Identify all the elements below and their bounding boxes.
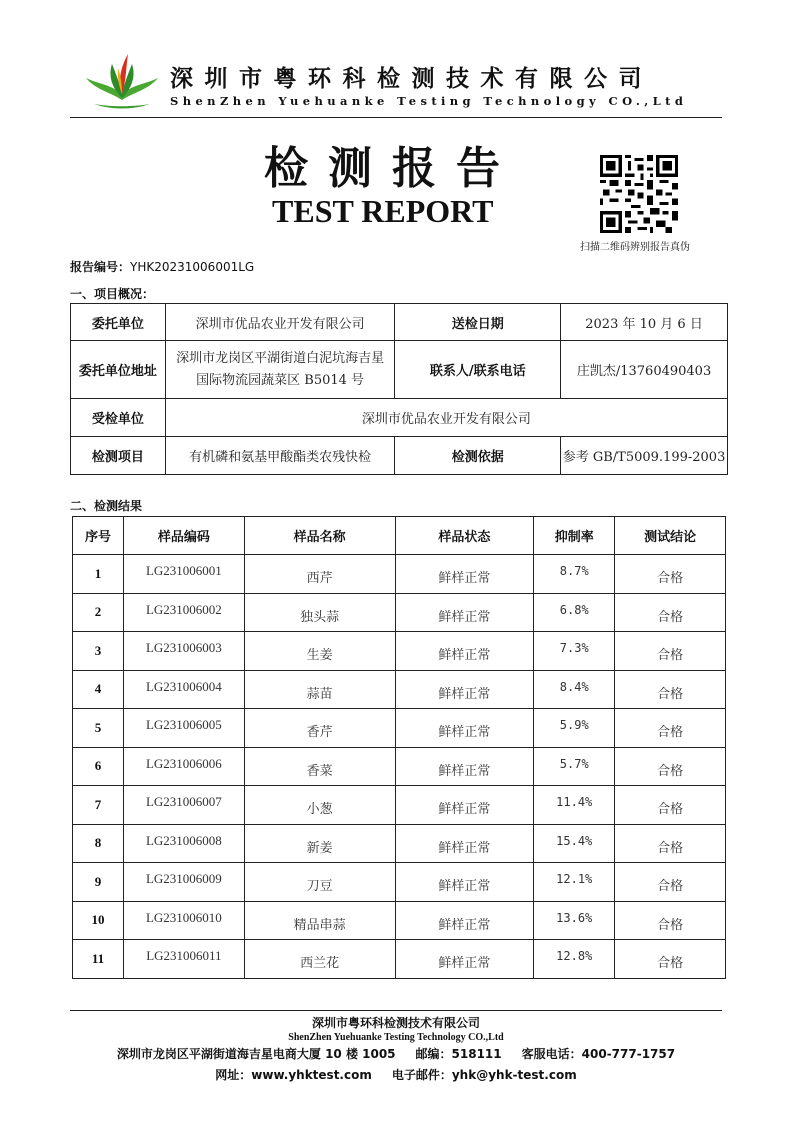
cell-conclusion: 合格 — [615, 901, 726, 940]
table-row — [73, 824, 726, 863]
contact-value: 庄凯杰/13760490403 — [561, 341, 728, 399]
cell-sample-name: 新姜 — [244, 824, 395, 863]
cell-sample-state: 鲜样正常 — [395, 555, 534, 594]
cell-sample-code: LG231006006 — [123, 747, 244, 786]
report-title-cn: 检测报告 — [264, 143, 520, 194]
cell-sample-name: 生姜 — [244, 632, 395, 671]
cell-sample-name: 蒜苗 — [244, 670, 395, 709]
footer-address-line — [0, 1045, 792, 1062]
qr-code-icon — [600, 155, 678, 233]
cell-sample-code: LG231006003 — [123, 632, 244, 671]
cell-sample-state: 鲜样正常 — [395, 632, 534, 671]
footer-email: 电子邮件：yhk@yhk-test.com — [391, 1068, 577, 1082]
test-item-value: 有机磷和氨基甲酸酯类农残快检 — [165, 437, 395, 475]
inspected-value: 深圳市优品农业开发有限公司 — [165, 399, 727, 437]
cell-no: 1 — [73, 555, 124, 594]
cell-inhibition-rate: 12.8% — [534, 940, 615, 979]
table-row — [73, 786, 726, 825]
cell-inhibition-rate: 6.8% — [534, 593, 615, 632]
report-number-label: 报告编号： — [70, 260, 131, 274]
table-row — [73, 901, 726, 940]
footer-divider — [70, 1010, 722, 1011]
cell-conclusion: 合格 — [615, 824, 726, 863]
cell-inhibition-rate: 13.6% — [534, 901, 615, 940]
cell-no: 11 — [73, 940, 124, 979]
table-row — [73, 709, 726, 748]
company-logo-icon — [82, 44, 162, 114]
section-test-results: 二、检测结果 — [70, 499, 143, 513]
footer-address: 深圳市龙岗区平湖街道海吉星电商大厦 10 楼 1005 — [116, 1047, 396, 1061]
cell-no: 6 — [73, 747, 124, 786]
letterhead — [70, 38, 722, 118]
test-item-label: 检测项目 — [71, 437, 166, 475]
cell-sample-state: 鲜样正常 — [395, 786, 534, 825]
footer-company-en: ShenZhen Yuehuanke Testing Technology CO.,Ltd — [288, 1032, 504, 1043]
table-row — [73, 593, 726, 632]
cell-sample-state: 鲜样正常 — [395, 670, 534, 709]
cell-no: 4 — [73, 670, 124, 709]
cell-inhibition-rate: 5.9% — [534, 709, 615, 748]
report-number-value: YHK20231006001LG — [130, 260, 255, 274]
cell-sample-code: LG231006005 — [123, 709, 244, 748]
cell-sample-code: LG231006001 — [123, 555, 244, 594]
date-label: 送检日期 — [395, 304, 561, 341]
cell-conclusion: 合格 — [615, 555, 726, 594]
address-label: 委托单位地址 — [71, 341, 166, 399]
cell-no: 7 — [73, 786, 124, 825]
table-row — [73, 632, 726, 671]
company-name-en: ShenZhen Yuehuanke Testing Technology CO.,Ltd — [170, 94, 688, 108]
col-header-result: 测试结论 — [615, 517, 726, 555]
table-row — [73, 555, 726, 594]
section-project-overview: 一、项目概况： — [70, 287, 155, 301]
cell-sample-name: 香芹 — [244, 709, 395, 748]
cell-sample-state: 鲜样正常 — [395, 593, 534, 632]
footer-phone: 客服电话：400-777-1757 — [521, 1047, 676, 1061]
cell-inhibition-rate: 8.7% — [534, 555, 615, 594]
cell-sample-state: 鲜样正常 — [395, 940, 534, 979]
basis-value: 参考 GB/T5009.199-2003 — [561, 437, 728, 475]
cell-conclusion: 合格 — [615, 670, 726, 709]
qr-caption: 扫描二维码辨别报告真伪 — [580, 242, 690, 253]
cell-sample-state: 鲜样正常 — [395, 824, 534, 863]
cell-sample-code: LG231006008 — [123, 824, 244, 863]
cell-no: 3 — [73, 632, 124, 671]
cell-inhibition-rate: 7.3% — [534, 632, 615, 671]
footer-contact-line — [0, 1066, 792, 1083]
cell-no: 2 — [73, 593, 124, 632]
cell-sample-state: 鲜样正常 — [395, 747, 534, 786]
col-header-name: 样品名称 — [244, 517, 395, 555]
cell-sample-name: 西兰花 — [244, 940, 395, 979]
cell-sample-code: LG231006002 — [123, 593, 244, 632]
col-header-code: 样品编码 — [123, 517, 244, 555]
footer-website: 网址：www.yhktest.com — [215, 1068, 372, 1082]
cell-sample-state: 鲜样正常 — [395, 709, 534, 748]
footer-postcode: 邮编：518111 — [415, 1047, 502, 1061]
date-value: 2023 年 10 月 6 日 — [561, 304, 728, 341]
cell-sample-code: LG231006009 — [123, 863, 244, 902]
cell-inhibition-rate: 12.1% — [534, 863, 615, 902]
cell-sample-name: 独头蒜 — [244, 593, 395, 632]
project-info-table — [70, 303, 728, 475]
basis-label: 检测依据 — [395, 437, 561, 475]
cell-inhibition-rate: 5.7% — [534, 747, 615, 786]
table-row — [73, 670, 726, 709]
test-results-table — [72, 516, 726, 979]
cell-sample-code: LG231006004 — [123, 670, 244, 709]
cell-sample-name: 西芹 — [244, 555, 395, 594]
cell-conclusion: 合格 — [615, 709, 726, 748]
header-divider — [70, 117, 722, 118]
address-value: 深圳市龙岗区平湖街道白泥坑海吉星国际物流园蔬菜区 B5014 号 — [165, 341, 395, 399]
results-header-row — [73, 517, 726, 555]
col-header-no: 序号 — [73, 517, 124, 555]
client-label: 委托单位 — [71, 304, 166, 341]
client-value: 深圳市优品农业开发有限公司 — [165, 304, 395, 341]
table-row — [73, 940, 726, 979]
footer-company-cn: 深圳市粤环科检测技术有限公司 — [311, 1016, 480, 1030]
cell-inhibition-rate: 15.4% — [534, 824, 615, 863]
cell-conclusion: 合格 — [615, 632, 726, 671]
cell-inhibition-rate: 8.4% — [534, 670, 615, 709]
table-row — [73, 747, 726, 786]
report-title-en: TEST REPORT — [272, 193, 494, 229]
cell-no: 5 — [73, 709, 124, 748]
col-header-rate: 抑制率 — [534, 517, 615, 555]
col-header-state: 样品状态 — [395, 517, 534, 555]
cell-sample-name: 香菜 — [244, 747, 395, 786]
cell-conclusion: 合格 — [615, 863, 726, 902]
cell-inhibition-rate: 11.4% — [534, 786, 615, 825]
cell-conclusion: 合格 — [615, 940, 726, 979]
cell-no: 8 — [73, 824, 124, 863]
cell-no: 10 — [73, 901, 124, 940]
table-row — [73, 863, 726, 902]
cell-sample-code: LG231006010 — [123, 901, 244, 940]
cell-sample-code: LG231006007 — [123, 786, 244, 825]
cell-sample-state: 鲜样正常 — [395, 901, 534, 940]
report-number — [70, 258, 254, 275]
cell-sample-name: 精品串蒜 — [244, 901, 395, 940]
cell-sample-state: 鲜样正常 — [395, 863, 534, 902]
cell-conclusion: 合格 — [615, 747, 726, 786]
inspected-label: 受检单位 — [71, 399, 166, 437]
cell-conclusion: 合格 — [615, 786, 726, 825]
contact-label: 联系人/联系电话 — [395, 341, 561, 399]
cell-sample-code: LG231006011 — [123, 940, 244, 979]
company-name-cn: 深圳市粤环科检测技术有限公司 — [170, 66, 653, 92]
cell-conclusion: 合格 — [615, 593, 726, 632]
cell-sample-name: 小葱 — [244, 786, 395, 825]
cell-no: 9 — [73, 863, 124, 902]
cell-sample-name: 刀豆 — [244, 863, 395, 902]
